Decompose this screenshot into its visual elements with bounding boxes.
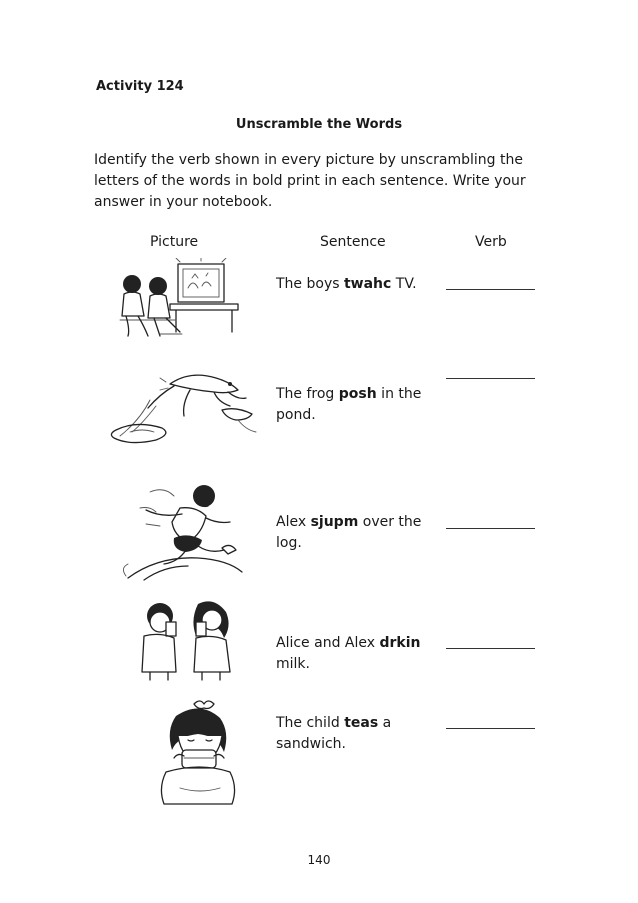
page-subtitle: Unscramble the Words <box>235 117 403 132</box>
scrambled-word-2: posh <box>338 386 377 402</box>
sentence-2: The frog posh in the pond. <box>276 386 422 423</box>
sentence-1: The boys twahc TV. <box>276 276 417 292</box>
answer-blank-5 <box>446 728 535 729</box>
activity-title: Activity 124 <box>96 79 184 94</box>
header-sentence: Sentence <box>320 234 386 250</box>
scrambled-word-5: teas <box>344 715 379 731</box>
frog-jumping-into-pond-illustration <box>110 370 260 448</box>
boys-watching-tv-illustration <box>110 258 260 342</box>
page-number: 140 <box>307 853 331 867</box>
answer-blank-1 <box>446 289 535 290</box>
header-picture: Picture <box>150 234 199 250</box>
answer-blank-4 <box>446 648 535 649</box>
sentence-3: Alex sjupm over the log. <box>276 514 422 551</box>
children-drinking-milk-illustration <box>110 596 260 682</box>
answer-blank-2 <box>446 378 535 379</box>
boy-jumping-over-log-illustration <box>110 478 260 582</box>
scrambled-word-4: drkin <box>379 635 421 651</box>
instructions-text: Identify the verb shown in every picture by unscrambling the letters of the words in bold print in each sentence. Write your answer in your notebook. <box>94 152 526 210</box>
sentence-4: Alice and Alex drkin milk. <box>276 635 421 672</box>
header-verb: Verb <box>475 234 507 250</box>
answer-blank-3 <box>446 528 535 529</box>
scrambled-word-3: sjupm <box>310 514 359 530</box>
scrambled-word-1: twahc <box>343 276 392 292</box>
child-eating-sandwich-illustration <box>110 698 260 806</box>
sentence-5: The child teas a sandwich. <box>276 715 392 752</box>
